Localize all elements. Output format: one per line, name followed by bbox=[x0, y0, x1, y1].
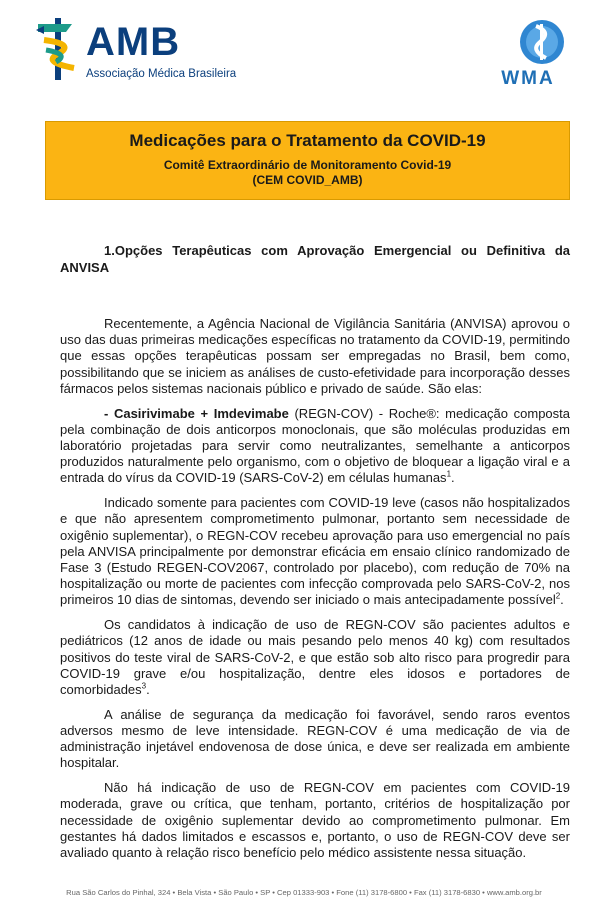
section-heading: 1.Opções Terapêuticas com Aprovação Emergencial ou Definitiva da ANVISA bbox=[60, 243, 570, 275]
amb-logo-word: AMB bbox=[86, 20, 181, 64]
footer-address: Rua São Carlos do Pinhal, 324 • Bela Vista • São Paulo • SP • Cep 01333-903 • Fone (11) 3178-6800 • Fax (11) 3178-6830 • www.amb.org.br bbox=[66, 888, 542, 897]
wma-logo-word: WMA bbox=[501, 68, 555, 89]
caduceus-icon bbox=[36, 14, 84, 84]
wma-globe-icon bbox=[486, 14, 570, 70]
paragraph-safety: A análise de segurança da medicação foi favorável, sendo raros eventos adversos mesmo de leve intensidade. REGN-COV é uma medicação de via de administração injetável endovenosa de dose única, e deve ser realizada em ambiente hospitalar. bbox=[60, 706, 570, 771]
candidates-text: Os candidatos à indicação de uso de REGN-COV são pacientes adultos e pediátricos (12 anos de idade ou mais pesando pelo menos 40 kg) com resultados positivos do teste viral de SARS-CoV-2, e que estão sob alto risco para progredir para COVID-19 grave e/ou hospitalização, dentre eles idosos e portadores de comorbidades bbox=[60, 617, 570, 698]
document-title: Medicações para o Tratamento da COVID-19 bbox=[129, 131, 486, 150]
committee-name bbox=[46, 158, 569, 188]
committee-line-2: (CEM COVID_AMB) bbox=[252, 173, 363, 187]
document-body bbox=[60, 316, 570, 870]
drug-description-text: (REGN-COV) - Roche®: medicação composta pela combinação de dois anticorpos monoclonais, que são moléculas produzidas em laboratório projetadas para servir como neutralizantes, semelhante a anticorpos produzidos naturalmente pelo organismo, com o objetivo de bloquear a ligação viral e a entrada do vírus da COVID-19 (SARS-CoV-2) em células humanas bbox=[60, 405, 570, 486]
amb-logo-subtitle: Associação Médica Brasileira bbox=[86, 68, 237, 80]
paragraph-drug-description bbox=[60, 406, 570, 487]
title-banner bbox=[45, 121, 570, 200]
period: . bbox=[451, 470, 455, 486]
paragraph-intro: Recentemente, a Agência Nacional de Vigilância Sanitária (ANVISA) aprovou o uso das duas primeiras medicações específicas no tratamento da COVID-19, permitindo que essas opções terapêuticas possam ser empregadas no Brasil, bem como, possibilitando que se iniciem as análises de custo-efetividade para incorporação desses fármacos pelos sistemas nacionais público e privado de saúde. São elas: bbox=[60, 316, 570, 396]
paragraph-candidates bbox=[60, 617, 570, 698]
amb-logo bbox=[36, 14, 237, 84]
reference-3: 3 bbox=[141, 681, 147, 691]
paragraph-indication bbox=[60, 495, 570, 608]
period: . bbox=[146, 682, 150, 698]
period: . bbox=[560, 592, 564, 608]
drug-name: - Casirivimabe + Imdevimabe bbox=[104, 405, 289, 421]
reference-2: 2 bbox=[555, 592, 561, 602]
wma-logo bbox=[486, 14, 570, 90]
indication-text: Indicado somente para pacientes com COVID-19 leve (casos não hospitalizados e que não apresentem comprometimento pulmonar, portanto sem necessidade de oxigênio suplementar), o REGN-COV recebeu aprovação para uso emergencial no país pela ANVISA principalmente por demonstrar eficácia em ensaio clínico randomizado de Fase 3 (Estudo REGEN-COV2067, controlado por placebo), com redução de 70% na hospitalização ou morte de pacientes com infecção comprovada pelo SARS-CoV-2, nos primeiros 10 dias de sintomas, devendo ser iniciado o mais antecipadamente possível bbox=[60, 495, 570, 608]
reference-1: 1 bbox=[446, 470, 452, 480]
committee-line-1: Comitê Extraordinário de Monitoramento Covid-19 bbox=[163, 158, 452, 172]
paragraph-contraindication: Não há indicação de uso de REGN-COV em pacientes com COVID-19 moderada, grave ou crítica, que tenham, portanto, critérios de hospitalização por necessidade de oxigênio suplementar devido ao comprometimento pulmonar. Em gestantes há dados limitados e escassos e, portanto, o uso de REGN-COV deve ser avaliado quanto à relação risco benefício pelo médico assistente nessa situação. bbox=[60, 780, 570, 861]
